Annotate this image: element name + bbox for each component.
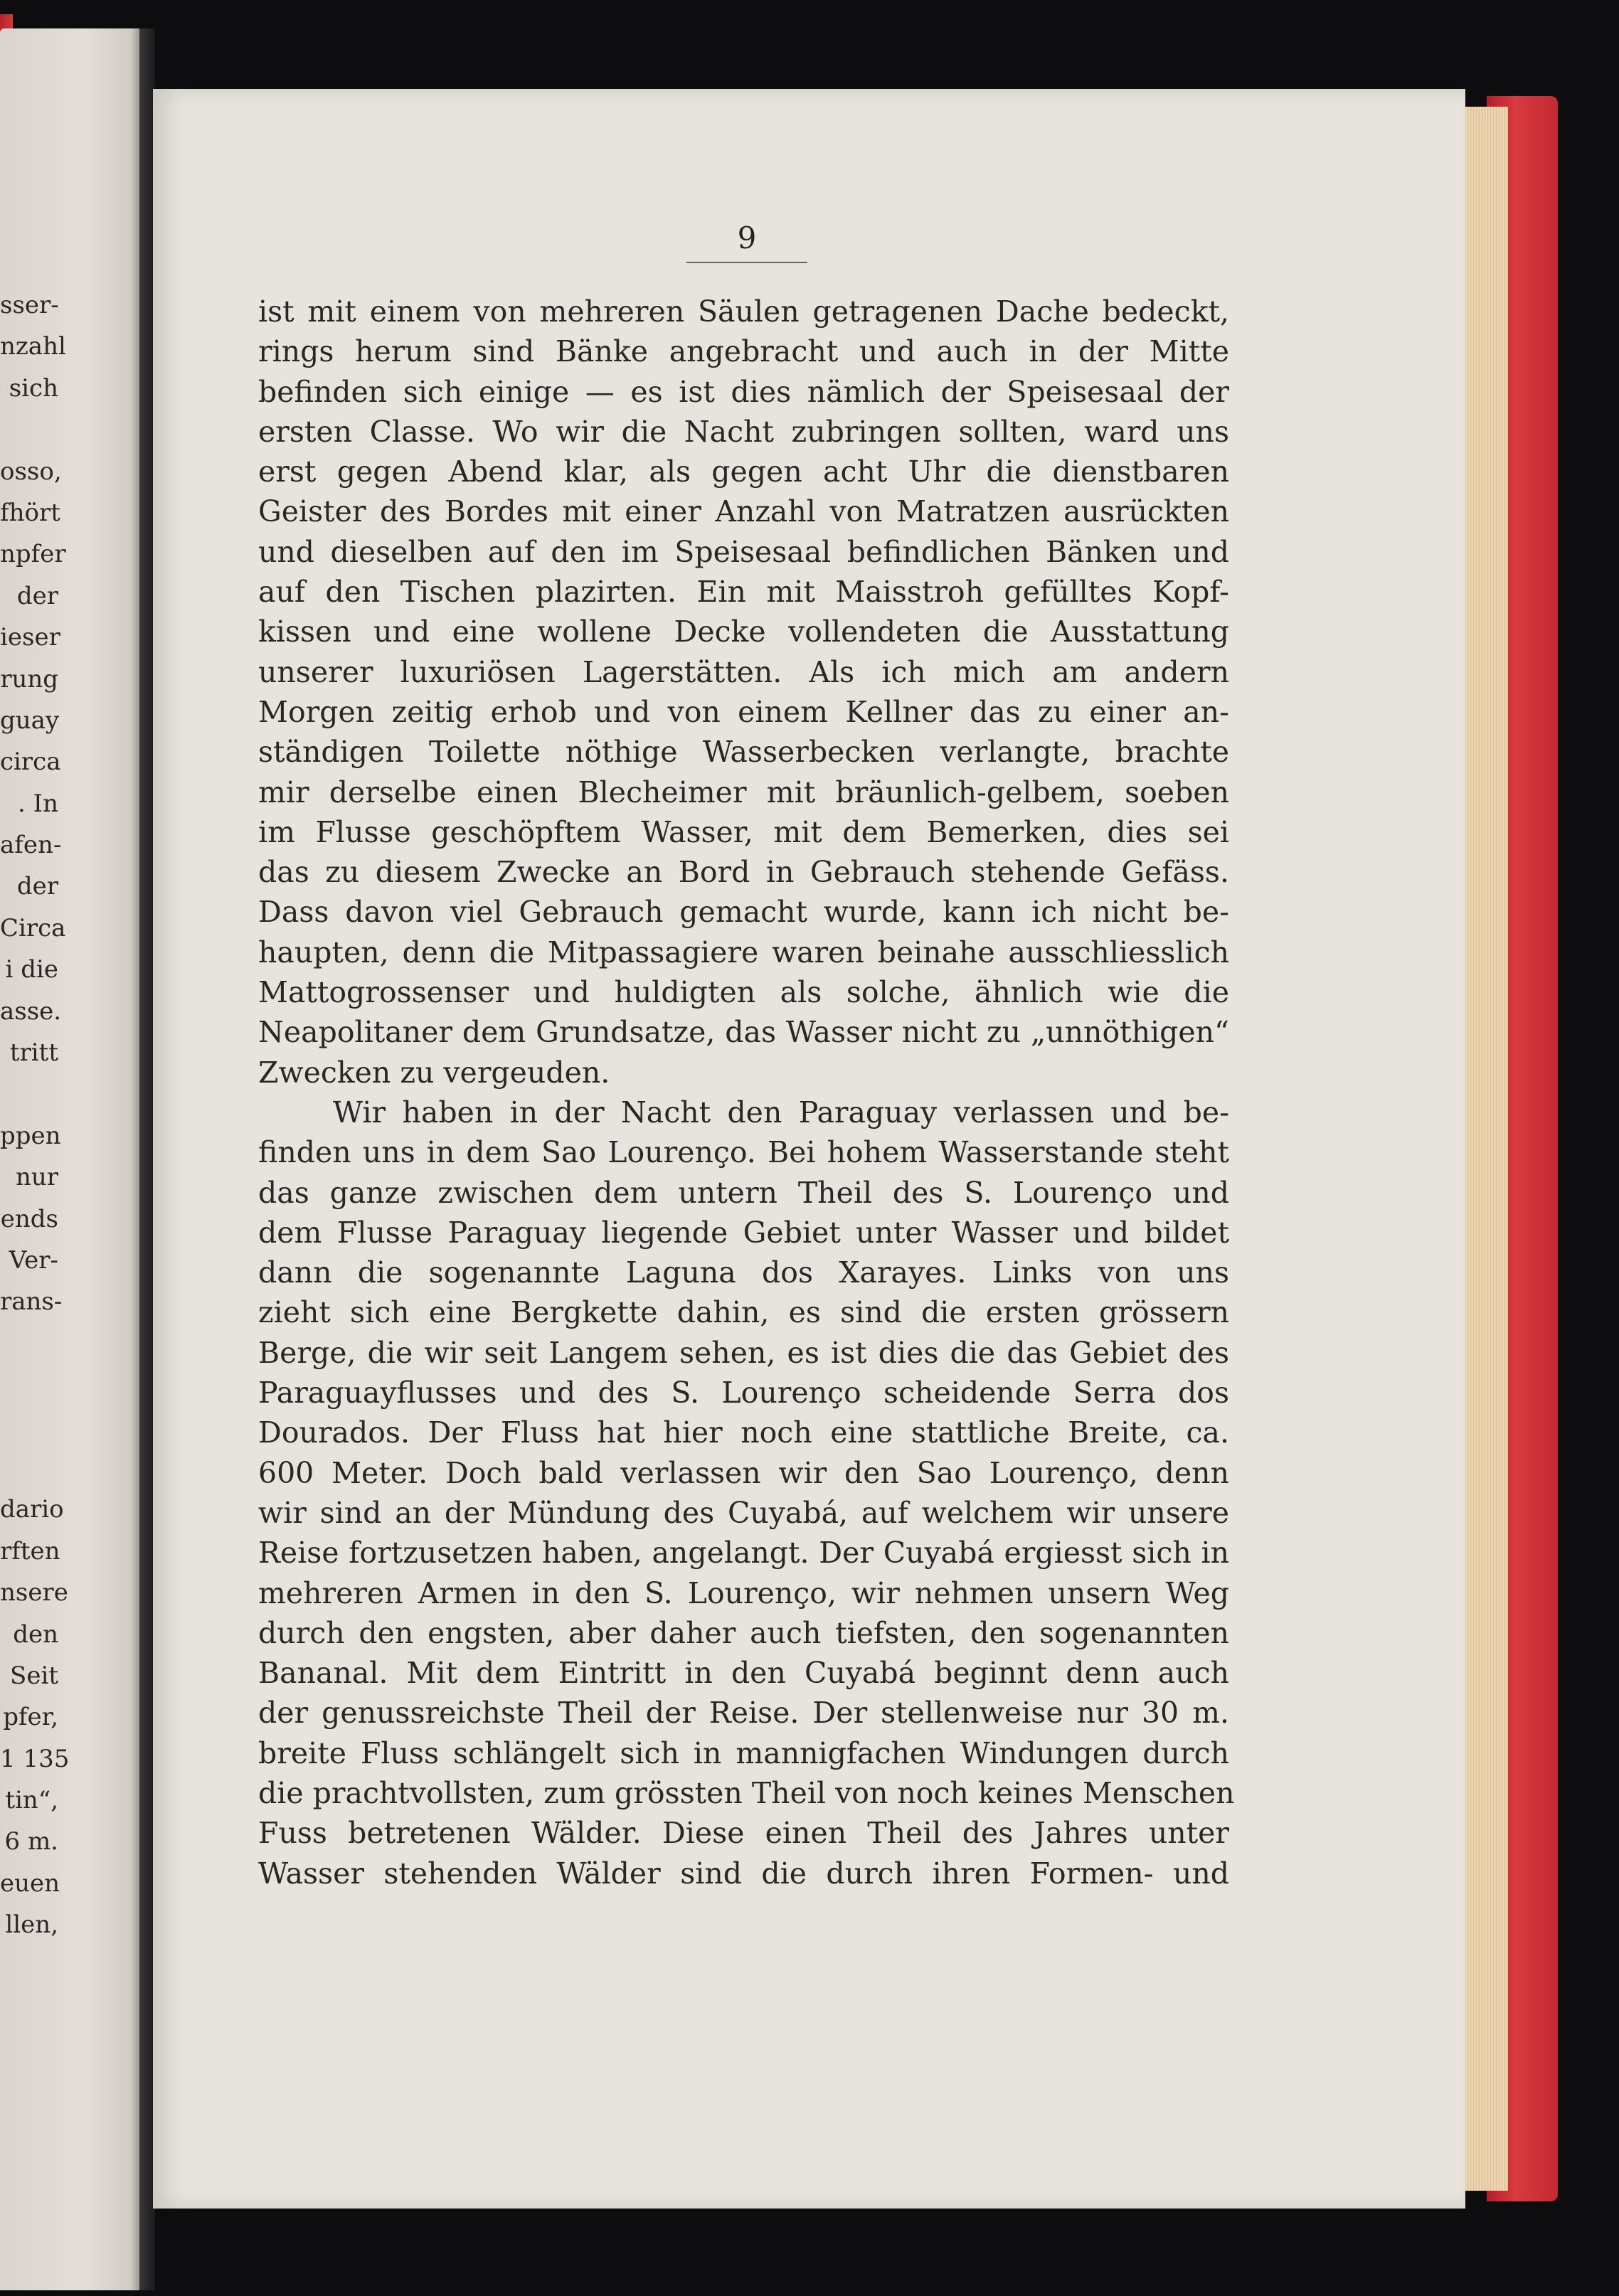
previous-page-fragment [0,1323,142,1364]
text-line: Geister des Bordes mit einer Anzahl von Matratzen ausrückten [258,494,1229,529]
text-line: Morgen zeitig erhob und von einem Kellner das zu einer an- [258,694,1229,729]
text-line: breite Fluss schlängelt sich in mannigfachen Windungen durch [258,1736,1229,1770]
text-line: Dourados. Der Fluss hat hier noch eine stattliche Breite, ca. [258,1415,1229,1450]
text-line: ersten Classe. Wo wir die Nacht zubringen sollten, ward uns [258,414,1229,449]
text-line: Berge, die wir seit Langem sehen, es ist dies die das Gebiet des [258,1335,1229,1370]
previous-page-fragment: npfer [0,540,66,569]
previous-page-fragment: 6 m. [4,1827,58,1856]
text-line: kissen und eine wollene Decke vollendeten die Ausstattung [258,615,1229,649]
previous-page-fragment: Circa [0,913,66,942]
previous-page-fragment: nur [15,1163,58,1192]
text-line: im Flusse geschöpftem Wasser, mit dem Bemerken, dies sei [258,814,1229,849]
text-line: wir sind an der Mündung des Cuyabá, auf welchem wir unsere [258,1495,1229,1530]
previous-page-fragment [0,1073,142,1115]
text-line: der genussreichste Theil der Reise. Der stellenweise nur 30 m. [258,1696,1229,1731]
previous-page-fragment: rung [0,664,58,693]
previous-page-fragment: pfer, [3,1703,58,1732]
previous-page-fragment: rften [0,1536,60,1566]
text-line: Fuss betretenen Wälder. Diese einen Theil des Jahres unter [258,1816,1229,1851]
text-line: Neapolitaner dem Grundsatze, das Wasser nicht zu „unnöthigen“ [258,1015,1229,1050]
previous-page-fragment: nzahl [0,332,66,361]
text-line: rings herum sind Bänke angebracht und auch in der Mitte [258,334,1229,369]
previous-page-text [0,285,142,1946]
previous-page-fragment [0,1364,142,1405]
text-line: dem Flusse Paraguay liegende Gebiet unter Wasser und bildet [258,1215,1229,1250]
text-line: das ganze zwischen dem untern Theil des S. Lourenço und [258,1175,1229,1210]
text-line: das zu diesem Zwecke an Bord in Gebrauch stehende Gefäss. [258,855,1229,890]
previous-page-fragment: circa [0,748,61,777]
text-line: zieht sich eine Bergkette dahin, es sind die ersten grössern [258,1295,1229,1330]
text-line: mir derselbe einen Blecheimer mit bräunlich-gelbem, soeben [258,775,1229,809]
text-line: die prachtvollsten, zum grössten Theil von noch keines Menschen [258,1775,1235,1810]
text-line: Dass davon viel Gebrauch gemacht wurde, kann ich nicht be- [258,895,1229,930]
text-line: durch den engsten, aber daher auch tiefsten, den sogenannten [258,1615,1229,1650]
previous-page-fragment: sich [9,373,58,403]
text-line: unserer luxuriösen Lagerstätten. Als ich mich am andern [258,654,1229,689]
previous-page-fragment: ppen [0,1121,61,1150]
previous-page-fragment: euen [0,1869,60,1898]
previous-page-fragment: . In [18,789,58,818]
previous-page-fragment: ieser [0,623,60,652]
previous-page-fragment: sser- [0,291,59,319]
text-line: und dieselben auf den im Speisesaal befindlichen Bänken und [258,534,1229,569]
text-line: haupten, denn die Mitpassagiere waren beinahe ausschliesslich [258,935,1229,969]
previous-page-fragment: der [16,872,58,901]
text-line: finden uns in dem Sao Lourenço. Bei hohem Wasserstande steht [258,1135,1229,1170]
text-line: Bananal. Mit dem Eintritt in den Cuyabá beginnt denn auch [258,1656,1229,1691]
text-line: 600 Meter. Doch bald verlassen wir den Sao Lourenço, denn [258,1455,1229,1490]
text-line: Mattogrossenser und huldigten als solche, ähnlich wie die [258,975,1229,1010]
text-line: mehreren Armen in den S. Lourenço, wir nehmen unsern Weg [258,1575,1229,1610]
text-line: befinden sich einige — es ist dies nämlich der Speisesaal der [258,374,1229,409]
previous-page-fragment: tin“, [5,1786,58,1815]
text-line: ständigen Toilette nöthige Wasserbecken verlangte, brachte [258,735,1229,770]
previous-page-fragment: asse. [0,996,62,1026]
text-line: erst gegen Abend klar, als gegen acht Uhr die dienstbaren [258,455,1229,489]
previous-page-fragment: 1 135 [0,1744,70,1773]
text-line: auf den Tischen plazirten. Ein mit Maisstroh gefülltes Kopf- [258,575,1229,610]
previous-page-fragment [0,1447,142,1489]
text-line: Paraguayflusses und des S. Lourenço scheidende Serra dos [258,1376,1229,1410]
previous-page-fragment: i die [5,955,58,984]
previous-page-fragment: den [13,1620,58,1649]
previous-page-fragment: tritt [9,1038,58,1068]
previous-page-fragment: der [16,581,58,610]
text-line: Reise fortzusetzen haben, angelangt. Der Cuyabá ergiesst sich in [258,1536,1229,1570]
text-line: Wir haben in der Nacht den Paraguay verlassen und be- [333,1095,1229,1130]
previous-page-fragment [0,409,142,450]
text-line: Wasser stehenden Wälder sind die durch ihren Formen- und [258,1856,1229,1891]
previous-page-fragment: nsere [0,1578,68,1607]
previous-page-fragment: rans- [0,1287,63,1317]
previous-page-fragment: dario [0,1495,64,1524]
page-number-rule [686,262,807,263]
previous-page [0,28,142,2290]
previous-page-fragment [0,1406,142,1447]
previous-page-fragment: guay [0,706,60,735]
previous-page-fragment: osso, [0,457,62,486]
previous-page-fragment: Seit [10,1661,58,1690]
previous-page-fragment: ends [0,1204,58,1233]
page-body-text [258,292,1235,1893]
previous-page-fragment: fhört [0,498,60,527]
page-number: 9 [737,220,757,255]
text-line: dann die sogenannte Laguna dos Xarayes. Links von uns [258,1255,1229,1290]
previous-page-fragment: Ver- [9,1245,58,1275]
previous-page-fragment: llen, [5,1910,58,1940]
text-line: Zwecken zu vergeuden. [258,1055,610,1090]
previous-page-fragment: afen- [0,831,62,860]
text-line: ist mit einem von mehreren Säulen getragenen Dache bedeckt, [258,294,1229,329]
